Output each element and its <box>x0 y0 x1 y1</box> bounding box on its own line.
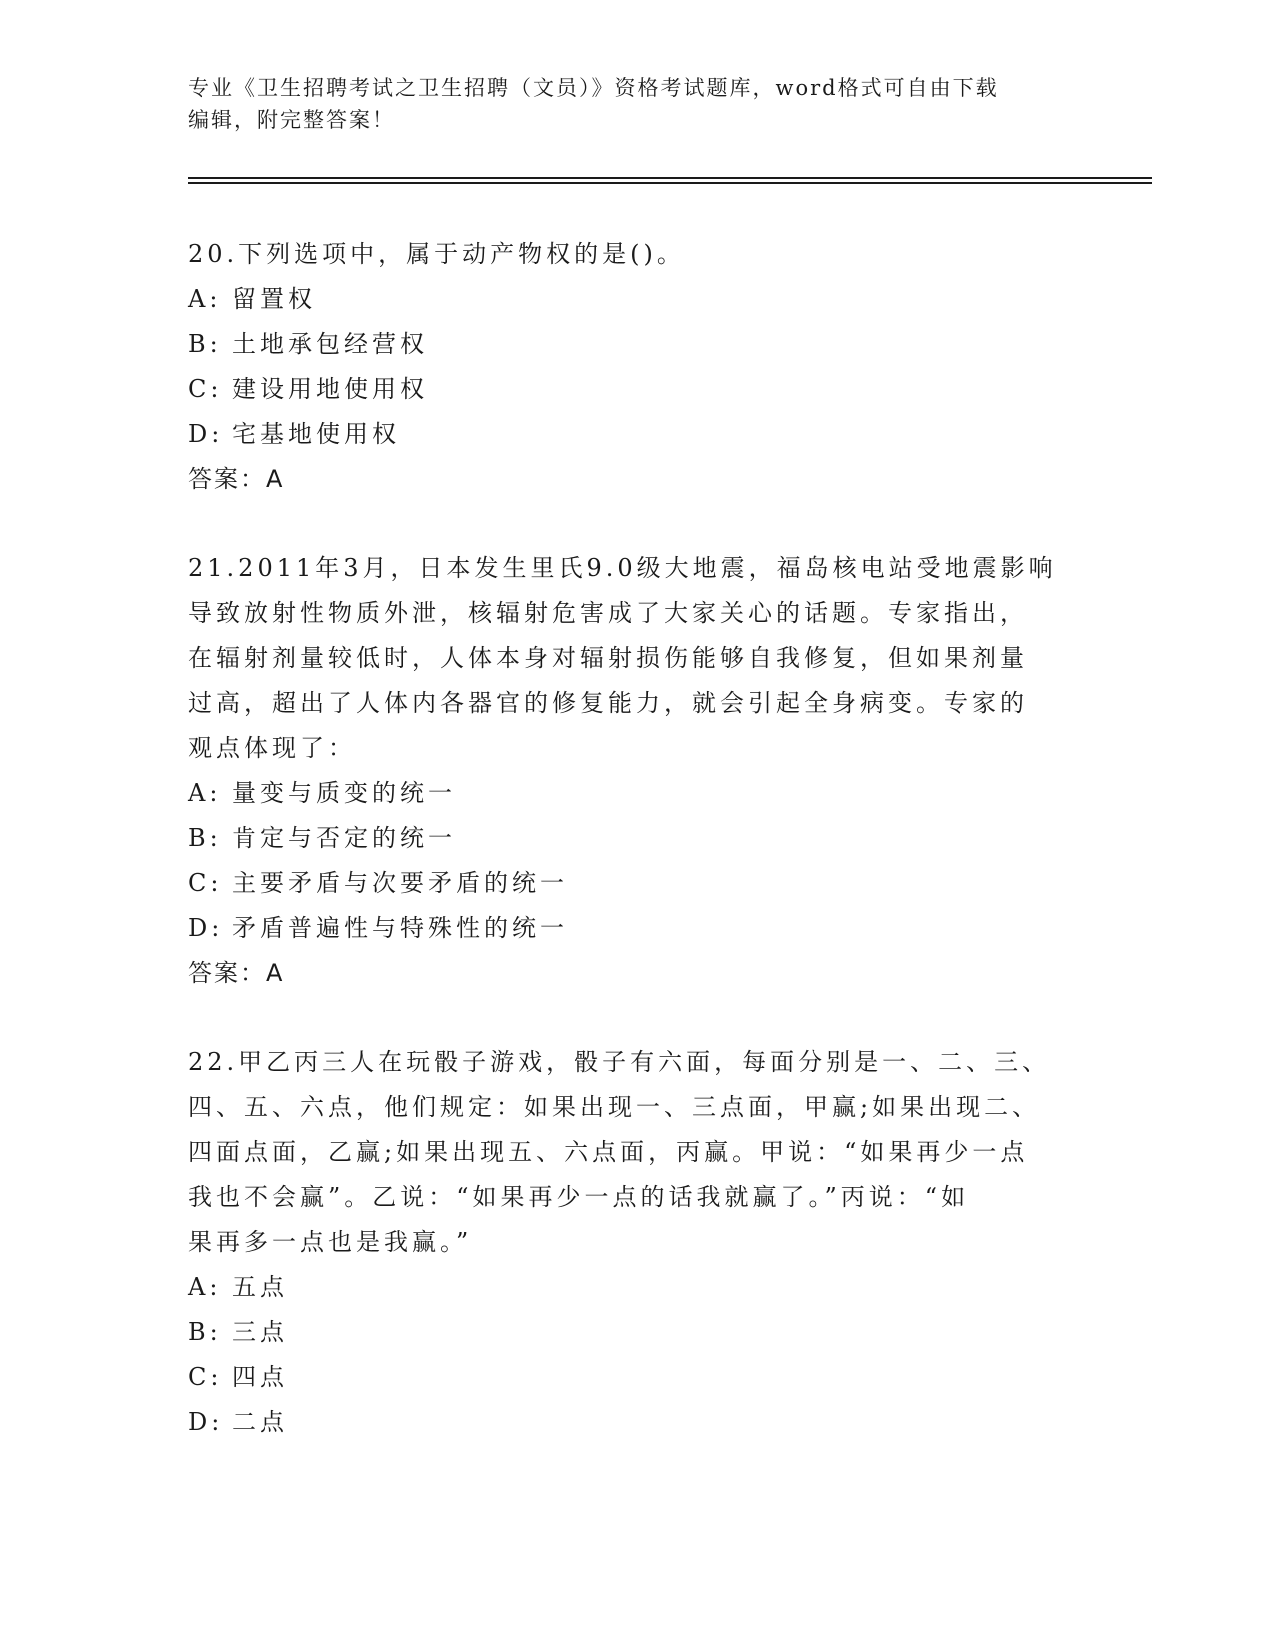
question-stem <box>188 1040 1088 1265</box>
option-text: 四点 <box>232 1363 288 1391</box>
option-text: 宅基地使用权 <box>232 420 400 448</box>
option-letter: B: <box>188 1318 222 1346</box>
option-d <box>188 906 1088 951</box>
option-text: 建设用地使用权 <box>232 375 428 403</box>
option-text: 矛盾普遍性与特殊性的统一 <box>232 914 568 942</box>
option-letter: B: <box>188 824 222 852</box>
stem-line: 四面点面，乙赢;如果出现五、六点面，丙赢。甲说：“如果再少一点 <box>188 1138 1029 1166</box>
option-letter: C: <box>188 869 223 897</box>
option-a <box>188 277 1088 322</box>
stem-line: 22.甲乙丙三人在玩骰子游戏，骰子有六面，每面分别是一、二、三、 <box>188 1048 1051 1076</box>
stem-line: 果再多一点也是我赢。” <box>188 1228 473 1256</box>
stem-line: 20.下列选项中，属于动产物权的是()。 <box>188 240 685 268</box>
option-letter: C: <box>188 1363 223 1391</box>
option-text: 留置权 <box>232 285 316 313</box>
option-text: 肯定与否定的统一 <box>232 824 456 852</box>
option-c <box>188 861 1088 906</box>
question-stem <box>188 546 1088 771</box>
header-note <box>188 72 1088 136</box>
option-text: 五点 <box>232 1273 288 1301</box>
option-letter: D: <box>188 1408 224 1436</box>
option-b <box>188 816 1088 861</box>
option-letter: D: <box>188 420 224 448</box>
answer-line: 答案：A <box>188 465 285 493</box>
header-divider-top <box>188 177 1152 179</box>
option-text: 量变与质变的统一 <box>232 779 456 807</box>
option-c <box>188 1355 1088 1400</box>
option-b <box>188 322 1088 367</box>
option-text: 二点 <box>232 1408 288 1436</box>
option-text: 土地承包经营权 <box>232 330 428 358</box>
question-21 <box>188 546 1088 996</box>
stem-line: 21.2011年3月，日本发生里氏9.0级大地震，福岛核电站受地震影响 <box>188 554 1057 582</box>
header-note-line-1: 专业《卫生招聘考试之卫生招聘（文员）》资格考试题库，word格式可自由下载 <box>188 76 999 100</box>
question-20 <box>188 232 1088 502</box>
question-22 <box>188 1040 1088 1445</box>
stem-line: 四、五、六点，他们规定：如果出现一、三点面，甲赢;如果出现二、 <box>188 1093 1041 1121</box>
option-letter: A: <box>188 1273 222 1301</box>
option-letter: A: <box>188 779 222 807</box>
option-letter: D: <box>188 914 224 942</box>
option-a <box>188 1265 1088 1310</box>
option-text: 主要矛盾与次要矛盾的统一 <box>232 869 568 897</box>
stem-line: 过高，超出了人体内各器官的修复能力，就会引起全身病变。专家的 <box>188 689 1028 717</box>
stem-line: 我也不会赢”。乙说：“如果再少一点的话我就赢了。”丙说：“如 <box>188 1183 970 1211</box>
header-divider-bottom <box>188 182 1152 184</box>
option-d <box>188 1400 1088 1445</box>
option-letter: A: <box>188 285 222 313</box>
question-list <box>188 232 1088 1489</box>
stem-line: 观点体现了： <box>188 734 356 762</box>
option-a <box>188 771 1088 816</box>
stem-line: 在辐射剂量较低时，人体本身对辐射损伤能够自我修复，但如果剂量 <box>188 644 1028 672</box>
option-d <box>188 412 1088 457</box>
option-letter: B: <box>188 330 222 358</box>
stem-line: 导致放射性物质外泄，核辐射危害成了大家关心的话题。专家指出， <box>188 599 1028 627</box>
option-c <box>188 367 1088 412</box>
option-letter: C: <box>188 375 223 403</box>
option-b <box>188 1310 1088 1355</box>
option-text: 三点 <box>232 1318 288 1346</box>
answer-line: 答案：A <box>188 959 285 987</box>
header-note-line-2: 编辑，附完整答案！ <box>188 108 395 132</box>
question-stem <box>188 232 1088 277</box>
